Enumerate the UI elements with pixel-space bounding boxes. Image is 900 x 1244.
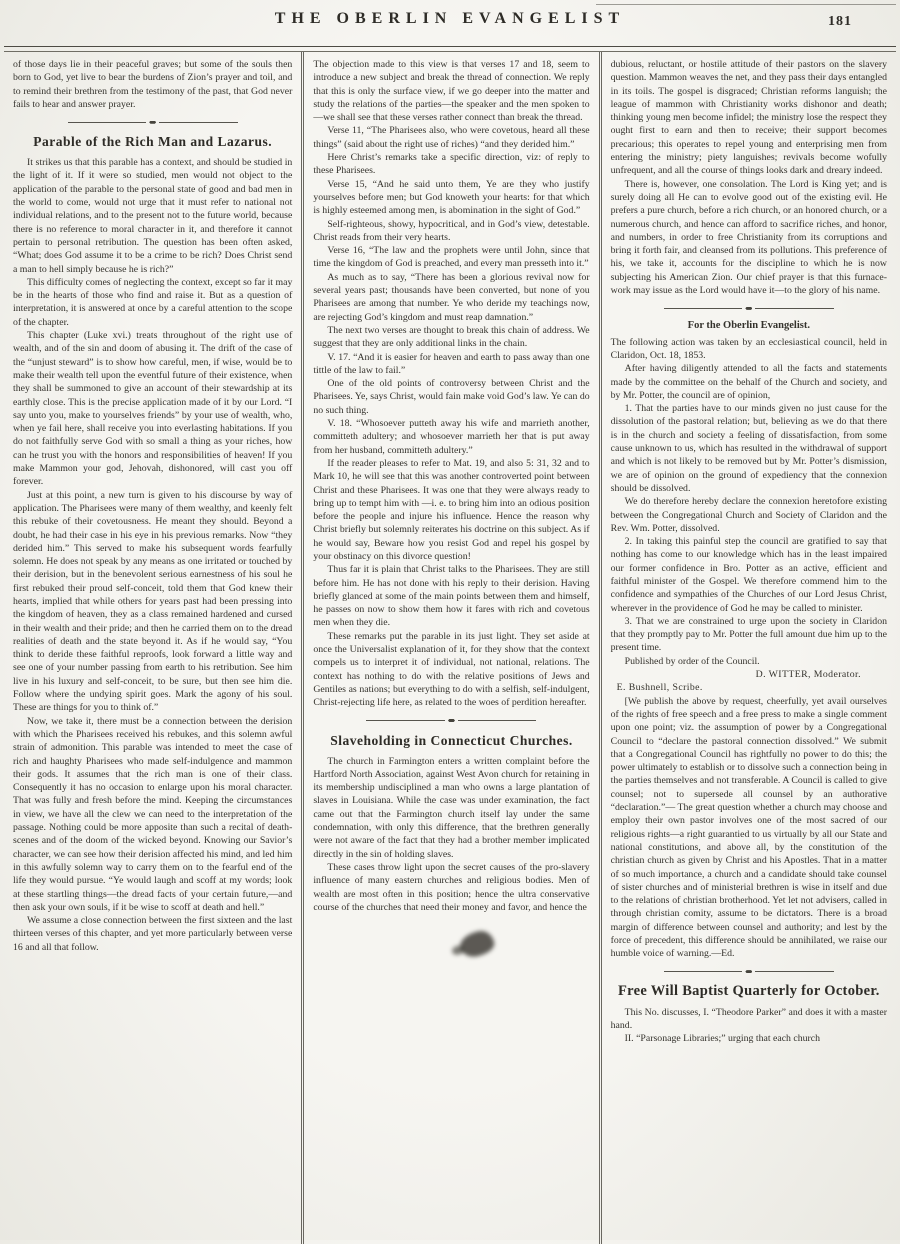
section-divider-ornament <box>68 116 238 128</box>
column-2 <box>301 52 598 1244</box>
divider-line <box>755 971 834 972</box>
signature-moderator: D. WITTER, Moderator. <box>755 669 861 681</box>
paragraph: We assume a close connection between the first sixteen and the last thirteen verses of this chapter, and yet more particularly between verse 16 and all that follow. <box>13 915 293 953</box>
paragraph: This No. discusses, I. “Theodore Parker” and does it with a master hand. <box>610 1006 887 1031</box>
paragraph: Here Christ’s remarks take a specific direction, viz: of reply to these Pharisees. <box>313 152 590 177</box>
signature-scribe: E. Bushnell, Scribe. <box>616 682 703 694</box>
article-heading-quarterly: Free Will Baptist Quarterly for October. <box>617 982 880 999</box>
article-heading-parable: Parable of the Rich Man and Lazarus. <box>33 134 273 150</box>
paragraph: The church in Farmington enters a written complaint before the Hartford North Association, against West Avon church for retaining in its membership undisciplined a man who owns a large plantation of slaves in Louisiana. While the case was under examination, the fact came out that the Farmington church itself lay under the same condemnation, with only this difference, that the brethren generally were not aware of the fact that they had a brother member implicated directly in the sin of holding slaves. <box>313 755 590 860</box>
diamond-icon <box>448 719 455 722</box>
paragraph: This chapter (Luke xvi.) treats throughout of the right use of wealth, and of the sin and doom of abusing it. The drift of the case of the “unjust steward” is to show how careful, men, if wise, would be to make their wealth tell upon the eventful future of their existence, when they shall be summoned to give an account of their stewardship at its earthly close. This is the precise application made of it by our Lord. “I say unto you, make to yourselves friends” by your use of wealth, who, when ye fail here, shall receive you into everlasting habitations. If you do not faithfully serve God with so small a thing as your riches, how can he trust you with the honors and responsibilities of heaven! If you make Mammon your god, Jehovah, dishonored, will cast you off forever. <box>13 330 293 488</box>
paragraph: It strikes us that this parable has a context, and should be studied in the light of it. If it were so studied, men would not object to the application of the parable to the personal state of good and bad men in the world to come, would not urge that it must refer to national not individual relations, and to the present not to the future world, because there is no reference to moral character in it, and therefore it cannot pertain to personal retribution. The question has been often asked, “What; does God assume it to be a crime to be rich? Does Christ send a man to hell simply because he is rich?” <box>13 157 293 275</box>
paragraph: Published by order of the Council. <box>624 655 760 667</box>
paragraph: There is, however, one consolation. The Lord is King yet; and is surely doing all He can to evolve good out of the existing evil. He prefers a pure church, before a rich church, or an honored church, or a numerous church, and hence can afford to sacrifice riches, and honor, and numbers, in order to free Christianity from its corruptions and bring it forth fair, and cleansed from its pollutions. This preference of his, we take it, accounts for the discipline to which he is now subjecting his American Zion. Our chief prayer is that this furnace-work may issue as the Lord would have it—to the glory of his name. <box>610 178 887 297</box>
masthead-title: THE OBERLIN EVANGELIST <box>274 10 626 27</box>
divider-line <box>366 720 445 721</box>
paragraph: We do therefore hereby declare the connexion heretofore existing between the Congregational Church and Society of Claridon and the Rev. Wm. Potter, dissolved. <box>610 496 887 534</box>
paragraph: The next two verses are thought to break this chain of address. We suggest that they are only additional links in the chain. <box>313 324 590 350</box>
paragraph: Just at this point, a new turn is given to his discourse by way of application. The Pharisees were many of them wealthy, and keenly felt this rebuke of their covetousness. He meant they should. Beyond a doubt, he had their case in his eye in his previous remarks. Now “they derided him.” This served to make his subsequent words fearfully solemn. He does not speak by any means as one irritated or touched by their derision, but in the benevolent serious earnestness of his soul he first rebuked their proud self-conceit, told them that God knew their hearts, implied that while others for years past had been pressing into the kingdom of heaven, they as a class remained hardened and cursed in their wealth and their pride; and then he carried them on to the dread realities of death and the state beyond it. As if he would say, “You think to deride these faithful reproofs, look forward a little way and see one of your number passing from earth to his retribution. See him live in his luxury and self-conceit, to be sure, but then see him die. Follow where the undying spirit goes. Mark the agony of his soul. These are things for you to think of.” <box>13 489 293 714</box>
paragraph: The objection made to this view is that verses 17 and 18, seem to introduce a new subject and break the thread of connection. We reply that this is only the surface view, if we go deeper into the matter and study the relations of the parties—the speaker and the men spoken to—we shall see that these verses rather connect than break the thread. <box>313 59 590 124</box>
paragraph: This difficulty comes of neglecting the context, except so far it may be in the hearts of those who find and raise it. But as a question of interpretation, it is answered at once by a careful attention to the scope of the chapter. <box>13 276 293 328</box>
page-header <box>0 0 900 44</box>
divider-line <box>664 971 743 972</box>
divider-line <box>458 720 537 721</box>
paragraph: After having diligently attended to all the facts and statements made by the committee on the behalf of the Church and society, and by Mr. Potter, the council are of opinion, <box>610 363 887 401</box>
paragraph: Verse 11, “The Pharisees also, who were covetous, heard all these things” (said about the right use of riches) “and they derided him.” <box>313 125 590 150</box>
sub-heading-for-evangelist: For the Oberlin Evangelist. <box>687 320 810 332</box>
divider-line <box>68 122 147 123</box>
divider-line <box>755 308 834 309</box>
diamond-icon <box>745 970 752 973</box>
section-divider-ornament <box>664 966 834 978</box>
paragraph: 3. That we are constrained to urge upon the society in Claridon that they promptly pay to Mr. Potter the full amount due him up to the present time. <box>610 615 887 654</box>
divider-line <box>664 308 743 309</box>
page-number: 181 <box>828 14 852 29</box>
paragraph: of those days lie in their peaceful graves; but some of the souls then born to God, yet live to bear the burdens of Zion’s prayer and toil, and to remind their brethren from the testimony of the past, that God never fails to hear and answer prayer. <box>13 59 293 110</box>
paragraph: If the reader pleases to refer to Mat. 19, and also 5: 31, 32 and to Mark 10, he will see that this was another controverted point between Christ and these Pharisees. It was one that they were always ready to bring up to tempt him with —i. e. to bring him into an odious position before the people and injure his influence. Hence the reason why Christ briefly but solemnly reiterates his doctrine on this subject. As if he would say, Beware how you resist God and repel his gospel by your obstinacy on this divorce question! <box>313 457 590 562</box>
paragraph: One of the old points of controversy between Christ and the Pharisees. Ye, says Christ, would fain make void God’s law. Ye can do no such thing. <box>313 378 590 416</box>
diamond-icon <box>745 307 752 310</box>
paragraph: Self-righteous, showy, hypocritical, and in God’s view, detestable. Christ reads from their very hearts. <box>313 218 590 243</box>
paragraph: Verse 16, “The law and the prophets were until John, since that time the kingdom of God is preached, and every man presseth into it.” <box>313 245 590 270</box>
paragraph: These remarks put the parable in its just light. They set aside at once the Universalist explanation of it, for they show that the context compels us to interpret it of individual, not national, relations. The context has nothing to do with the relative positions of Jews and Gentiles as nations; but everything to do with a selfish, self-indulgent, Christ-rejecting life here, as related to the woes of perdition hereafter. <box>313 630 590 709</box>
section-divider-ornament <box>664 302 834 314</box>
editor-note: [We publish the above by request, cheerfully, yet avail ourselves of the rights of free speech and a free press to make a single comment upon one point; viz. the assumption of power by a Congregational Council to “declare the pastoral connection dissolved.” We submit that a Congregational Council has rightfully no power to do this; the power ultimately to establish or to dissolve such a connection being in the parties themselves and not transferable. A Council is called to give counsel; not to supersede all counsel by an authorative “declaration.”— The great question whether a church may choose and employ their own pastor involves one of the most sacred of our religious rights—a right guarantied to us virtually by all our State and national constitutions, and above all, by the constitution of the christian church as given by Christ and his Apostles. That in a matter of so much importance, a church and a candidate should take counsel of sister churches and of ministerial brethren is wise in itself and due to the relations of christian brotherhood. Yet let not advisers, called in through christian comity, assume to be dictators. There is a broad margin of difference between counsel and authority; and lest by the force of precedent, this difference should be annihilated, we raise our humble voice of warning.—Ed. <box>610 695 887 960</box>
column-3 <box>599 52 896 1244</box>
paragraph: dubious, reluctant, or hostile attitude of their pastors on the slavery question. Mammon weaves the net, and they pass their days entangled in its toils. The gospel is disgraced; Christian reforms languish; the league of mammon with Christianity works dishonor and death; thinking young men become infidel; the ministry lose the respect they ought first to earn and then to receive; their support becomes precarious; this operates to repel young and enterprising men from entering the ministry; piety languishes; revivals become wofully unfrequent, and all the course of things looks dark and dreary indeed. <box>610 59 887 177</box>
section-divider-ornament <box>366 715 536 727</box>
paragraph: These cases throw light upon the secret causes of the pro-slavery influence of many eastern churches and religious bodies. Men of wealth are most often in this position; hence the ultra conservative course of the churches that need their money and favor, and hence the <box>313 861 590 913</box>
paragraph: V. 18. “Whosoever putteth away his wife and marrieth another, committeth adultery; and whosoever marrieth her that is put away from her husband, committeth adultery.” <box>313 418 590 456</box>
paragraph: As much as to say, “There has been a glorious revival now for several years past; thousands have been converted, but none of you Pharisees are among that number. Ye who deride my teachings now, are rejecting God’s kingdom and must reap damnation.” <box>313 271 590 323</box>
column-1 <box>4 52 301 1244</box>
paragraph: Now, we take it, there must be a connection between the derision with which the Pharisees received his rebukes, and this solemn awful strain of admonition. This parable was intended to meet the case of rich and haughty Pharisees who made self-indulgence and mammon their gods. It assumes that the rich man is one of their class. Consequently it has no occasion to enlarge upon his moral character. That was fully and fresh before the mind. Keeping the circumstances in view, we have all the clew we can need to the interpretation of the passage. Nothing could be more apposite than such a recital of death-scenes and of the doom of the wicked beyond. Knowing our Savior’s character, we can see how their derision affected his mind, and led him in this awfully solemn way to carry them on to the fearful end of the life they would pursue. “Ye would laugh and scoff at my words; look at these startling things—the dread facts of your certain future,—and then ask your own souls, if it be wise to scoff at death and hell.” <box>13 715 293 913</box>
paragraph: II. “Parsonage Libraries;” urging that each church <box>624 1033 821 1045</box>
paragraph: The following action was taken by an ecclesiastical council, held in Claridon, Oct. 18, 1853. <box>610 336 887 361</box>
article-heading-slaveholding: Slaveholding in Connecticut Churches. <box>330 732 573 748</box>
column-layout <box>4 52 896 1244</box>
divider-line <box>159 122 238 123</box>
diamond-icon <box>149 121 156 124</box>
paragraph: 2. In taking this painful step the council are gratified to say that nothing has come to our knowledge which has in the least impaired our former confidence in Bro. Potter as an active, efficient and faithful minister of the Gospel. We therefore commend him to the confidence and sympathies of the Churches of our Lord Jesus Christ, wherever in the providence of God he may be called to minister. <box>610 536 887 614</box>
paragraph: 1. That the parties have to our minds given no just cause for the dissolution of the pastoral relation; but, believing as we do that there is in the church and society a feeling of dissatisfaction, from some cause unknown to us, which has resulted in the withdrawal of support and which is not likely to be removed but by Mr. Potter’s dismission, we are of opinion on the ground of expediency that the connexion should be dissolved. <box>610 403 887 494</box>
paragraph: V. 17. “And it is easier for heaven and earth to pass away than one tittle of the law to fail.” <box>313 351 590 376</box>
paragraph: Verse 15, “And he said unto them, Ye are they who justify yourselves before men; but God knoweth your hearts: for that which is highly esteemed among men, is abomination in the sight of God.” <box>313 178 590 217</box>
paragraph: Thus far it is plain that Christ talks to the Pharisees. They are still before him. He has not done with his reply to their derision. Having briefly glanced at some of the main points between them and himself, he passes on now to show them how it fares with rich and covetous men when they die. <box>313 564 590 629</box>
